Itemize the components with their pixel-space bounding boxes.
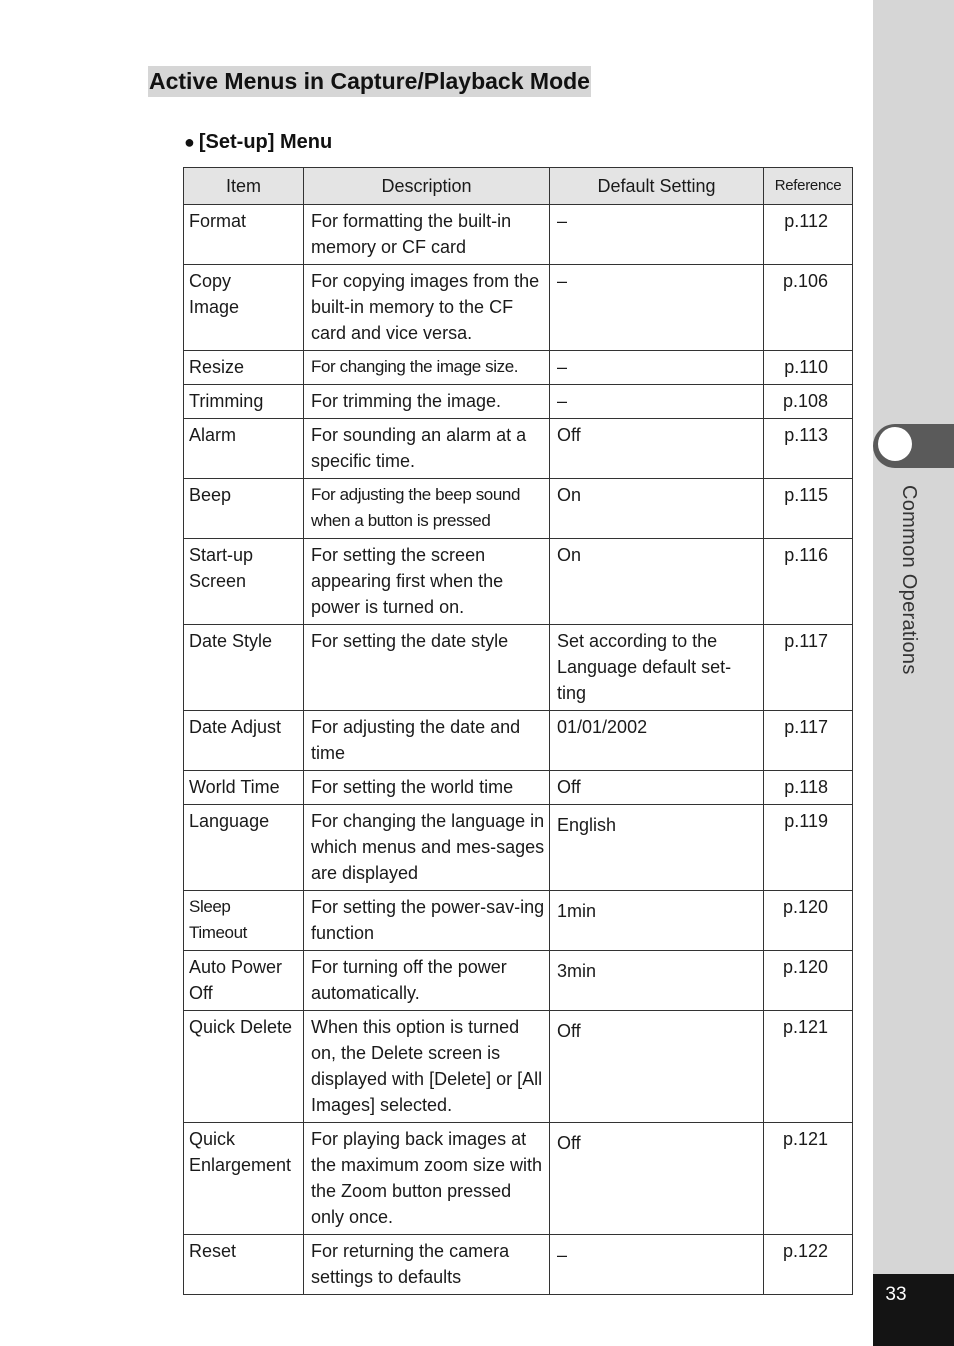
- table-row: [184, 1011, 853, 1123]
- description-cell: When this option is turned on, the Delete screen is displayed with [Delete] or [All Images] selected.: [304, 1011, 550, 1123]
- description-cell: For adjusting the beep sound when a button is pressed: [304, 479, 550, 539]
- item-cell: Beep: [184, 479, 304, 539]
- default-setting-cell: Off: [550, 1123, 764, 1235]
- column-header-reference: Reference: [764, 168, 853, 205]
- table-row: [184, 625, 853, 711]
- description-cell: For changing the image size.: [304, 351, 550, 385]
- table-row: [184, 385, 853, 419]
- table-row: [184, 479, 853, 539]
- bullet-icon: ●: [184, 132, 195, 152]
- description-cell: For turning off the power automatically.: [304, 951, 550, 1011]
- description-cell: For playing back images at the maximum zoom size with the Zoom button pressed only once.: [304, 1123, 550, 1235]
- reference-cell: p.118: [764, 771, 853, 805]
- reference-cell: p.116: [764, 539, 853, 625]
- item-cell: Trimming: [184, 385, 304, 419]
- default-setting-cell: –: [550, 351, 764, 385]
- table-row: [184, 711, 853, 771]
- description-cell: For setting the date style: [304, 625, 550, 711]
- page-number: 33: [885, 1284, 907, 1305]
- description-cell: For copying images from the built-in memory to the CF card and vice versa.: [304, 265, 550, 351]
- default-setting-cell: 1min: [550, 891, 764, 951]
- default-setting-cell: Off: [550, 419, 764, 479]
- reference-cell: p.108: [764, 385, 853, 419]
- item-cell: Sleep Timeout: [184, 891, 304, 951]
- section-subtitle: [184, 129, 332, 155]
- reference-cell: p.120: [764, 951, 853, 1011]
- reference-cell: p.121: [764, 1011, 853, 1123]
- description-cell: For changing the language in which menus and mes-sages are displayed: [304, 805, 550, 891]
- default-setting-cell: 3min: [550, 951, 764, 1011]
- default-setting-cell: Set according to the Language default set-ting: [550, 625, 764, 711]
- item-cell: Date Style: [184, 625, 304, 711]
- item-cell: Copy Image: [184, 265, 304, 351]
- table-row: [184, 265, 853, 351]
- reference-cell: p.117: [764, 711, 853, 771]
- reference-cell: p.121: [764, 1123, 853, 1235]
- setup-menu-table: [183, 167, 853, 1295]
- reference-cell: p.119: [764, 805, 853, 891]
- item-cell: Quick Delete: [184, 1011, 304, 1123]
- item-cell: Date Adjust: [184, 711, 304, 771]
- table-row: [184, 1123, 853, 1235]
- item-cell: Resize: [184, 351, 304, 385]
- table-row: [184, 539, 853, 625]
- table-row: [184, 1235, 853, 1295]
- item-cell: Format: [184, 205, 304, 265]
- item-cell: Start-up Screen: [184, 539, 304, 625]
- default-setting-cell: –: [550, 385, 764, 419]
- default-setting-cell: –: [550, 205, 764, 265]
- item-cell: Quick Enlargement: [184, 1123, 304, 1235]
- reference-cell: p.110: [764, 351, 853, 385]
- item-cell: Language: [184, 805, 304, 891]
- default-setting-cell: English: [550, 805, 764, 891]
- description-cell: For setting the power-sav-ing function: [304, 891, 550, 951]
- table-row: [184, 771, 853, 805]
- column-header-default: Default Setting: [550, 168, 764, 205]
- reference-cell: p.112: [764, 205, 853, 265]
- default-setting-cell: –: [550, 1235, 764, 1295]
- default-setting-cell: On: [550, 539, 764, 625]
- description-cell: For adjusting the date and time: [304, 711, 550, 771]
- section-tab-marker: [878, 427, 912, 461]
- description-cell: For setting the screen appearing first when the power is turned on.: [304, 539, 550, 625]
- table-row: [184, 351, 853, 385]
- table-row: [184, 205, 853, 265]
- description-cell: For sounding an alarm at a specific time.: [304, 419, 550, 479]
- item-cell: Alarm: [184, 419, 304, 479]
- description-cell: For formatting the built-in memory or CF card: [304, 205, 550, 265]
- section-label: Common Operations: [898, 485, 920, 675]
- reference-cell: p.122: [764, 1235, 853, 1295]
- default-setting-cell: Off: [550, 771, 764, 805]
- item-cell: Auto Power Off: [184, 951, 304, 1011]
- table-header-row: [184, 168, 853, 205]
- reference-cell: p.117: [764, 625, 853, 711]
- reference-cell: p.120: [764, 891, 853, 951]
- table-row: [184, 951, 853, 1011]
- page-title: Active Menus in Capture/Playback Mode: [148, 66, 591, 97]
- default-setting-cell: 01/01/2002: [550, 711, 764, 771]
- description-cell: For trimming the image.: [304, 385, 550, 419]
- default-setting-cell: Off: [550, 1011, 764, 1123]
- column-header-item: Item: [184, 168, 304, 205]
- subtitle-text: [Set-up] Menu: [198, 131, 333, 153]
- description-cell: For setting the world time: [304, 771, 550, 805]
- default-setting-cell: –: [550, 265, 764, 351]
- item-cell: Reset: [184, 1235, 304, 1295]
- table-row: [184, 891, 853, 951]
- reference-cell: p.113: [764, 419, 853, 479]
- table-row: [184, 805, 853, 891]
- default-setting-cell: On: [550, 479, 764, 539]
- reference-cell: p.115: [764, 479, 853, 539]
- column-header-description: Description: [304, 168, 550, 205]
- description-cell: For returning the camera settings to defaults: [304, 1235, 550, 1295]
- item-cell: World Time: [184, 771, 304, 805]
- table-row: [184, 419, 853, 479]
- reference-cell: p.106: [764, 265, 853, 351]
